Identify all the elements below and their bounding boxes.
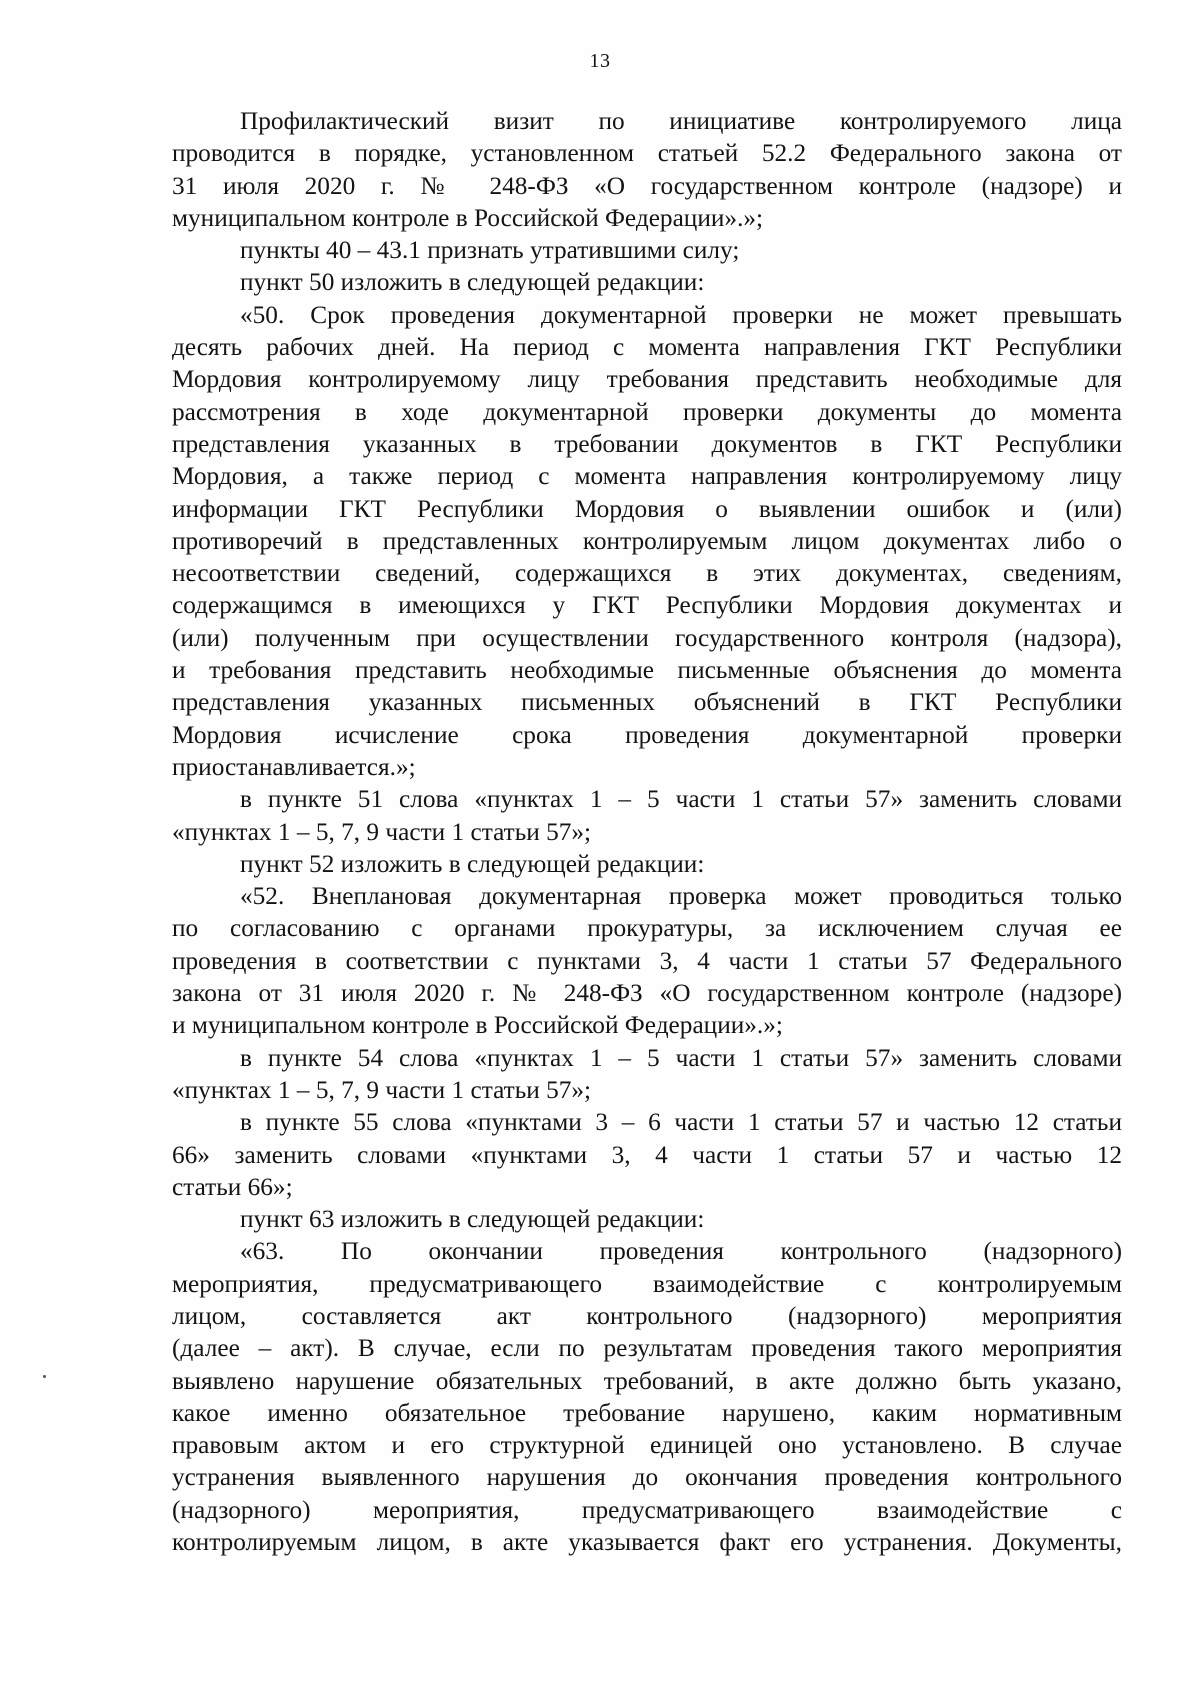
text-line: рассмотрения в ходе документарной проверки документы до момента: [172, 397, 1122, 426]
text-line: (надзорного) мероприятия, предусматривающего взаимодействие с: [172, 1495, 1122, 1524]
scan-speck: [43, 1375, 46, 1378]
text-line: 31 июля 2020 г. № 248-ФЗ «О государственном контроле (надзоре) и: [172, 171, 1122, 200]
text-line: (далее – акт). В случае, если по результатам проведения такого мероприятия: [172, 1334, 1122, 1363]
text-line: Мордовия, а также период с момента направления контролируемому лицу: [172, 462, 1122, 491]
text-line: закона от 31 июля 2020 г. № 248-ФЗ «О государственном контроле (надзоре): [172, 979, 1122, 1008]
text-line: пункт 50 изложить в следующей редакции:: [240, 268, 705, 297]
text-line: в пункте 51 слова «пунктах 1 – 5 части 1 статьи 57» заменить словами: [240, 785, 1122, 814]
text-line: проведения в соответствии с пунктами 3, 4 части 1 статьи 57 Федерального: [172, 946, 1122, 975]
text-line: Мордовия исчисление срока проведения документарной проверки: [172, 720, 1122, 749]
text-line: противоречий в представленных контролируемым лицом документах либо о: [172, 526, 1122, 555]
text-line: проводится в порядке, установленном статьей 52.2 Федерального закона от: [172, 139, 1122, 168]
text-line: «50. Срок проведения документарной проверки не может превышать: [240, 300, 1122, 329]
text-line: выявлено нарушение обязательных требований, в акте должно быть указано,: [172, 1366, 1122, 1395]
text-line: пункт 63 изложить в следующей редакции:: [240, 1205, 705, 1234]
text-line: Профилактический визит по инициативе контролируемого лица: [240, 107, 1122, 135]
text-line: и требования представить необходимые письменные объяснения до момента: [172, 656, 1122, 685]
text-line: «пунктах 1 – 5, 7, 9 части 1 статьи 57»;: [172, 817, 592, 846]
text-line: по согласованию с органами прокуратуры, за исключением случая ее: [172, 914, 1122, 943]
text-line: мероприятия, предусматривающего взаимодействие с контролируемым: [172, 1269, 1122, 1298]
text-line: Мордовия контролируемому лицу требования представить необходимые для: [172, 365, 1122, 394]
text-line: приостанавливается.»;: [172, 752, 416, 781]
text-line: в пункте 55 слова «пунктами 3 – 6 части 1 статьи 57 и частью 12 статьи: [240, 1108, 1122, 1137]
text-line: пункт 52 изложить в следующей редакции:: [240, 849, 705, 878]
text-line: в пункте 54 слова «пунктах 1 – 5 части 1 статьи 57» заменить словами: [240, 1043, 1122, 1072]
text-line: 66» заменить словами «пунктами 3, 4 части 1 статьи 57 и частью 12: [172, 1140, 1122, 1169]
text-line: муниципальном контроле в Российской Федерации».»;: [172, 203, 764, 232]
text-line: пункты 40 – 43.1 признать утратившими силу;: [240, 236, 740, 265]
page-number: 13: [589, 50, 611, 72]
text-line: представления указанных письменных объяснений в ГКТ Республики: [172, 688, 1122, 717]
text-line: «52. Внеплановая документарная проверка может проводиться только: [240, 882, 1122, 911]
text-line: содержащимся в имеющихся у ГКТ Республики Мордовия документах и: [172, 591, 1122, 620]
text-line: и муниципальном контроле в Российской Федерации».»;: [172, 1011, 783, 1040]
text-line: «пунктах 1 – 5, 7, 9 части 1 статьи 57»;: [172, 1075, 592, 1104]
text-line: десять рабочих дней. На период с момента направления ГКТ Республики: [172, 333, 1122, 362]
document-body: [172, 105, 1122, 1558]
text-line: информации ГКТ Республики Мордовия о выявлении ошибок и (или): [172, 494, 1122, 523]
text-line: лицом, составляется акт контрольного (надзорного) мероприятия: [172, 1301, 1122, 1330]
text-line: несоответствии сведений, содержащихся в этих документах, сведениям,: [172, 559, 1122, 588]
text-line: устранения выявленного нарушения до окончания проведения контрольного: [172, 1463, 1122, 1492]
text-line: правовым актом и его структурной единицей оно установлено. В случае: [172, 1431, 1122, 1460]
text-line: «63. По окончании проведения контрольного (надзорного): [240, 1237, 1122, 1266]
text-line: статьи 66»;: [172, 1172, 293, 1201]
text-line: контролируемым лицом, в акте указывается факт его устранения. Документы,: [172, 1528, 1122, 1557]
text-line: (или) полученным при осуществлении государственного контроля (надзора),: [172, 623, 1122, 652]
text-line: какое именно обязательное требование нарушено, каким нормативным: [172, 1398, 1122, 1427]
text-line: представления указанных в требовании документов в ГКТ Республики: [172, 429, 1122, 458]
